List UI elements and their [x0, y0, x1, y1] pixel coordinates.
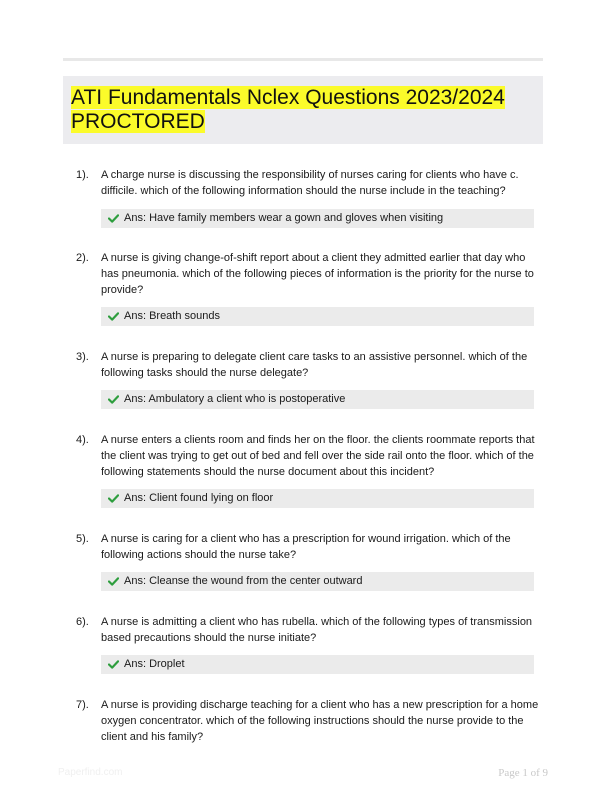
answer-box — [101, 572, 534, 591]
title-line-2: PROCTORED — [71, 110, 205, 133]
checkmark-icon — [108, 494, 119, 503]
answer-text: Ans: Client found lying on floor — [124, 492, 274, 504]
top-divider — [63, 58, 543, 61]
question-number: 1). — [76, 169, 89, 181]
question-number: 5). — [76, 533, 89, 545]
question-number: 6). — [76, 616, 89, 628]
answer-text: Ans: Cleanse the wound from the center outward — [124, 575, 363, 587]
checkmark-icon — [108, 312, 119, 321]
question-text: A nurse enters a clients room and finds her on the floor. the clients roommate reports that the client was trying to get out of bed and fell over the side rail onto the floor. which of the following statements should the nurse document about this incident? — [101, 434, 535, 478]
question-text: A nurse is giving change-of-shift report about a client they admitted earlier that day who has pneumonia. which of the following pieces of information is the priority for the nurse to provide? — [101, 252, 534, 296]
question-number: 7). — [76, 699, 89, 711]
answer-text: Ans: Ambulatory a client who is postoperative — [124, 393, 346, 405]
question-text: A nurse is preparing to delegate client care tasks to an assistive personnel. which of the following tasks should the nurse delegate? — [101, 351, 528, 379]
checkmark-icon — [108, 214, 119, 223]
question-text: A nurse is providing discharge teaching for a client who has a new prescription for a home oxygen concentrator. which of the following instructions should the nurse provide to the client and his family? — [101, 699, 539, 743]
watermark: Paperfind.com — [58, 767, 123, 778]
question-number: 4). — [76, 434, 89, 446]
question-number: 2). — [76, 252, 89, 264]
answer-box — [101, 390, 534, 409]
checkmark-icon — [108, 577, 119, 586]
title-banner — [63, 76, 543, 144]
page-title — [71, 86, 535, 134]
checkmark-icon — [108, 395, 119, 404]
answer-box — [101, 209, 534, 228]
answer-text: Ans: Have family members wear a gown and gloves when visiting — [124, 212, 444, 224]
answer-box — [101, 307, 534, 326]
answer-text: Ans: Breath sounds — [124, 310, 221, 322]
answer-box — [101, 655, 534, 674]
answer-box — [101, 489, 534, 508]
answer-text: Ans: Droplet — [124, 658, 185, 670]
question-text: A nurse is caring for a client who has a prescription for wound irrigation. which of the following actions should the nurse take? — [101, 533, 511, 561]
checkmark-icon — [108, 660, 119, 669]
page-number: Page 1 of 9 — [498, 767, 548, 779]
question-number: 3). — [76, 351, 89, 363]
question-text: A charge nurse is discussing the responsibility of nurses caring for clients who have c. difficile. which of the following information should the nurse include in the teaching? — [101, 169, 519, 197]
title-line-1: ATI Fundamentals Nclex Questions 2023/2024 — [71, 86, 505, 109]
question-text: A nurse is admitting a client who has rubella. which of the following types of transmission based precautions should the nurse initiate? — [101, 616, 533, 644]
